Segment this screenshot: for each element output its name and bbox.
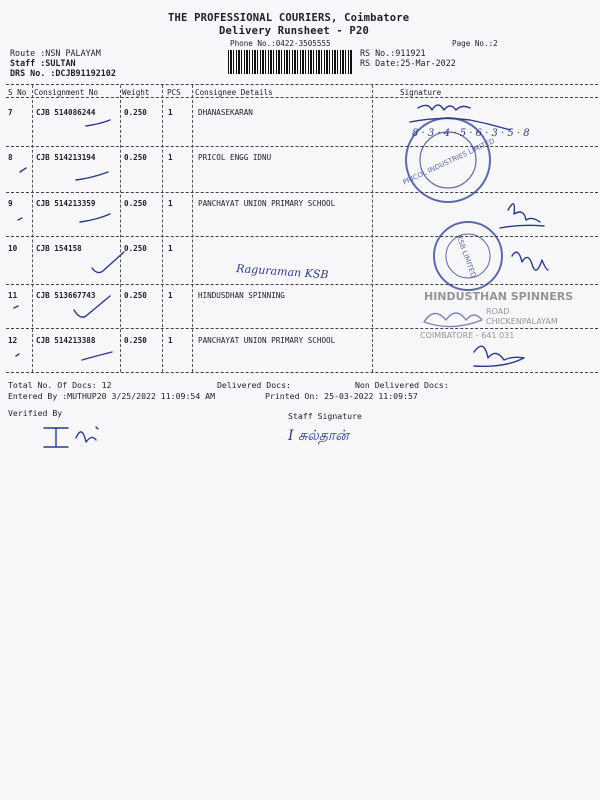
signature-scribble (418, 105, 470, 110)
row-pcs: 1 (168, 291, 173, 300)
non-delivered-docs: Non Delivered Docs: (355, 380, 449, 390)
tick-mark (20, 168, 26, 172)
row-consignee: PANCHAYAT UNION PRIMARY SCHOOL (198, 336, 336, 345)
verified-signature (44, 427, 98, 447)
rs-number: RS No.:911921 (360, 48, 426, 58)
row-sno: 12 (8, 336, 18, 345)
row-weight: 0.250 (124, 244, 147, 253)
row-weight: 0.250 (124, 108, 147, 117)
col-header-pcs: PCS (167, 88, 181, 97)
runsheet-title: Delivery Runsheet - P20 (219, 25, 369, 37)
svg-text:ROAD: ROAD (486, 307, 510, 316)
handwritten-note: Raguraman KSB (235, 262, 329, 282)
tick-mark (16, 354, 19, 356)
row-consignment: CJB 514213388 (36, 336, 96, 345)
signature-scribble (512, 252, 548, 270)
row-sno: 7 (8, 108, 13, 117)
page-number: Page No.:2 (452, 39, 498, 48)
row-consignment: CJB 514213359 (36, 199, 96, 208)
row-consignment: CJB 513667743 (36, 291, 96, 300)
staff-signature: I சுல்தான் (288, 428, 349, 444)
tick-mark (80, 214, 110, 222)
row-sno: 9 (8, 199, 13, 208)
signature-scribble (500, 204, 544, 228)
row-consignee: PANCHAYAT UNION PRIMARY SCHOOL (198, 199, 336, 208)
tick-mark (14, 306, 18, 308)
entered-by: Entered By :MUTHUP20 3/25/2022 11:09:54 AM (8, 391, 216, 401)
row-pcs: 1 (168, 153, 173, 162)
printed-on: Printed On: 25-03-2022 11:09:57 (265, 391, 418, 401)
company-title: THE PROFESSIONAL COURIERS, Coimbatore (168, 12, 410, 24)
row-consignment: CJB 514086244 (36, 108, 96, 117)
svg-text:CHICKENPALAYAM: CHICKENPALAYAM (486, 317, 558, 326)
col-header-sno: S No (8, 88, 27, 97)
tick-mark (18, 218, 22, 220)
rs-date: RS Date:25-Mar-2022 (360, 58, 456, 68)
row-consignee: DHANASEKARAN (198, 108, 253, 117)
col-header-signature: Signature (400, 88, 442, 97)
row-consignment: CJB 514213194 (36, 153, 96, 162)
phone-number: Phone No.:0422-3505555 (230, 39, 331, 48)
company-stamp (420, 290, 573, 340)
staff-label: Staff :SULTAN (10, 58, 76, 68)
svg-text:PRICOL INDUSTRIES LIMITED: PRICOL INDUSTRIES LIMITED (401, 136, 497, 187)
tick-mark (76, 172, 108, 180)
row-weight: 0.250 (124, 153, 147, 162)
staff-signature-label: Staff Signature (288, 411, 362, 421)
row-pcs: 1 (168, 108, 173, 117)
svg-text:COIMBATORE - 641 031: COIMBATORE - 641 031 (420, 331, 515, 340)
col-header-weight: Weight (122, 88, 150, 97)
tick-mark (92, 252, 124, 273)
row-pcs: 1 (168, 336, 173, 345)
svg-text:KSB LIMITED: KSB LIMITED (454, 234, 478, 279)
drs-number: DRS No. :DCJB91192102 (10, 68, 116, 78)
svg-text:HINDUSTHAN SPINNERS: HINDUSTHAN SPINNERS (424, 290, 574, 303)
signature-scribble (474, 346, 524, 366)
row-weight: 0.250 (124, 291, 147, 300)
company-stamp (434, 222, 502, 290)
row-pcs: 1 (168, 199, 173, 208)
row-sno: 8 (8, 153, 13, 162)
row-weight: 0.250 (124, 199, 147, 208)
total-docs: Total No. Of Docs: 12 (8, 380, 112, 390)
col-header-consignee: Consignee Details (195, 88, 273, 97)
row-consignee: HINDUSDHAN SPINNING (198, 291, 285, 300)
row-consignee: PRICOL ENGG IDNU (198, 153, 272, 162)
tick-mark (86, 120, 110, 126)
col-header-consignment: Consignment No (34, 88, 99, 97)
verified-by-label: Verified By (8, 408, 63, 418)
handwritten-code: 8 · 3 · 4 · 5 · 6 · 3 · 5 · 8 (412, 128, 530, 139)
row-weight: 0.250 (124, 336, 147, 345)
tick-mark (82, 352, 112, 360)
row-consignment: CJB 154158 (36, 244, 82, 253)
route-label: Route :NSN PALAYAM (10, 48, 101, 58)
row-pcs: 1 (168, 244, 173, 253)
row-sno: 10 (8, 244, 18, 253)
delivered-docs: Delivered Docs: (217, 380, 291, 390)
row-sno: 11 (8, 291, 18, 300)
tick-mark (74, 296, 110, 317)
